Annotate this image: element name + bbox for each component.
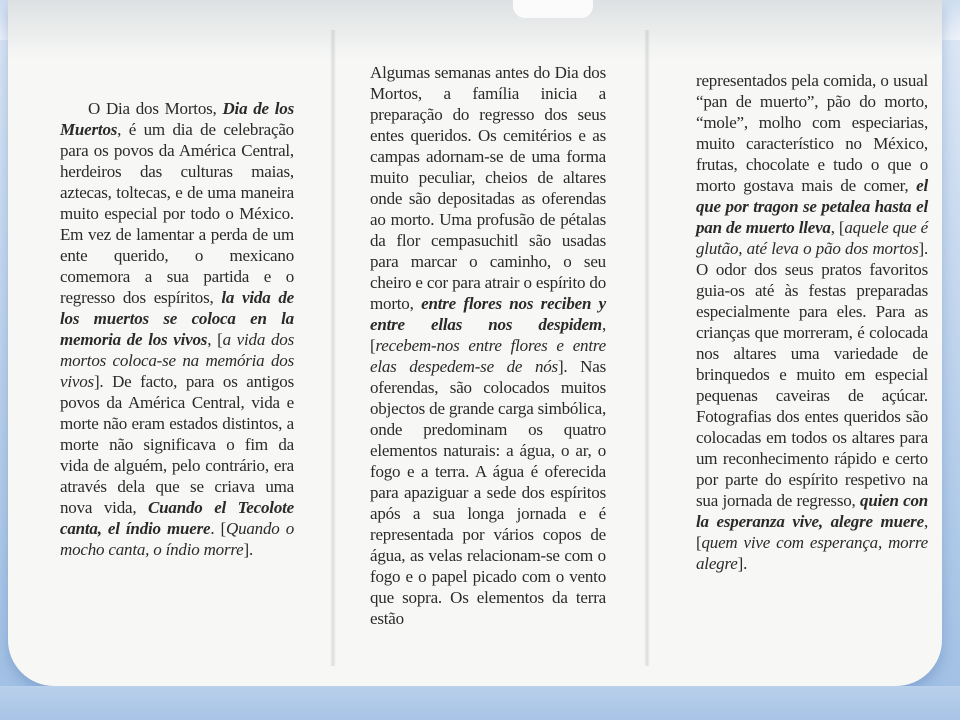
fold-line-left — [330, 30, 336, 666]
text-run: ]. De facto, para os antigos povos da América Central, vida e morte não eram estados distintos, a morte não significava o fim da vida de alguém, pelo contrário, era através dela que se criava uma nova vida, — [60, 372, 294, 517]
text-column-right — [696, 70, 928, 574]
emphasis-quote: Cuando el Tecolote canta, el índio muere — [60, 498, 294, 538]
text-run: ]. Nas oferendas, são colocados muitos objectos de grande carga simbólica, onde predominam os quatro elementos naturais: a água, o ar, o fogo e a terra. A água é oferecida para apaziguar a sede dos espíritos após a sua longa jornada e é representada por vários copos de água, as velas relacionam-se com o fogo e o papel picado com o vento que sopra. Os elementos da terra estão — [370, 357, 607, 628]
text-run: Algumas semanas antes do Dia dos Mortos, a família inicia a preparação do regresso dos seus entes queridos. Os cemitérios e as campas adornam-se de uma forma muito peculiar, cheios de altares onde são depositadas as oferendas ao morto. Uma profusão de pétalas da flor cempasuchitl são usadas para marcar o caminho, o seu cheiro e cor para atrair o espírito do morto, — [370, 63, 606, 313]
text-run: , é um dia de celebração para os povos da América Central, herdeiros das culturas maias, aztecas, toltecas, e de uma maneira muito especial por todo o México. Em vez de lamentar a perda de um ente querido, o mexicano comemora a sua partida e o regresso dos espíritos, — [60, 120, 294, 307]
emphasis-quote: Dia de los Muertos — [60, 99, 294, 139]
paragraph — [60, 98, 294, 560]
paragraph — [696, 70, 928, 574]
text-run: representados pela comida, o usual “pan de muerto”, pão do morto, “mole”, molho com especiarias, muito característico no México, frutas, chocolate e tudo o que o morto gostava mais de comer, — [696, 71, 928, 195]
page-top-tab — [513, 0, 593, 18]
text-run: , [ — [370, 315, 606, 355]
translation-italic: quem vive com esperança, morre alegre — [696, 533, 928, 573]
text-run: , [ — [830, 218, 845, 237]
scanned-page — [8, 0, 942, 686]
frame-bottom-band — [0, 686, 960, 720]
paragraph — [370, 62, 606, 629]
text-column-left — [60, 98, 294, 560]
emphasis-quote: entre flores nos reciben y entre ellas nos despidem — [370, 294, 606, 334]
translation-italic: recebem-nos entre flores e entre elas despedem-se de nós — [370, 336, 606, 376]
text-run: ]. O odor dos seus pratos favoritos guia-os até às festas preparadas especialmente para eles. Para as crianças que morreram, é colocada nos altares uma variedade de brinquedos e muito em especial pequenas caveiras de açúcar. Fotografias dos entes queridos são colocadas em todos os altares para um reconhecimento rápido e certo por parte do espírito respetivo na sua jornada de regresso, — [696, 239, 928, 510]
text-run: O Dia dos Mortos, — [88, 99, 223, 118]
text-run: , [ — [696, 512, 928, 552]
text-run: , [ — [207, 330, 223, 349]
emphasis-quote: quien con la esperanza vive, alegre muere — [696, 491, 928, 531]
translation-italic: a vida dos mortos coloca-se na memória dos vivos — [60, 330, 294, 391]
emphasis-quote: la vida de los muertos se coloca en la memoria de los vivos — [60, 288, 294, 349]
emphasis-quote: el que por tragon se petalea hasta el pan de muerto lleva — [696, 176, 928, 237]
text-run: . [ — [210, 519, 226, 538]
text-column-middle — [370, 62, 606, 629]
fold-line-right — [644, 30, 650, 666]
translation-italic: Quando o mocho canta, o índio morre — [60, 519, 295, 559]
translation-italic: aquele que é glutão, até leva o pão dos mortos — [696, 218, 928, 258]
text-run: ]. — [243, 540, 254, 559]
text-run: ]. — [737, 554, 748, 573]
